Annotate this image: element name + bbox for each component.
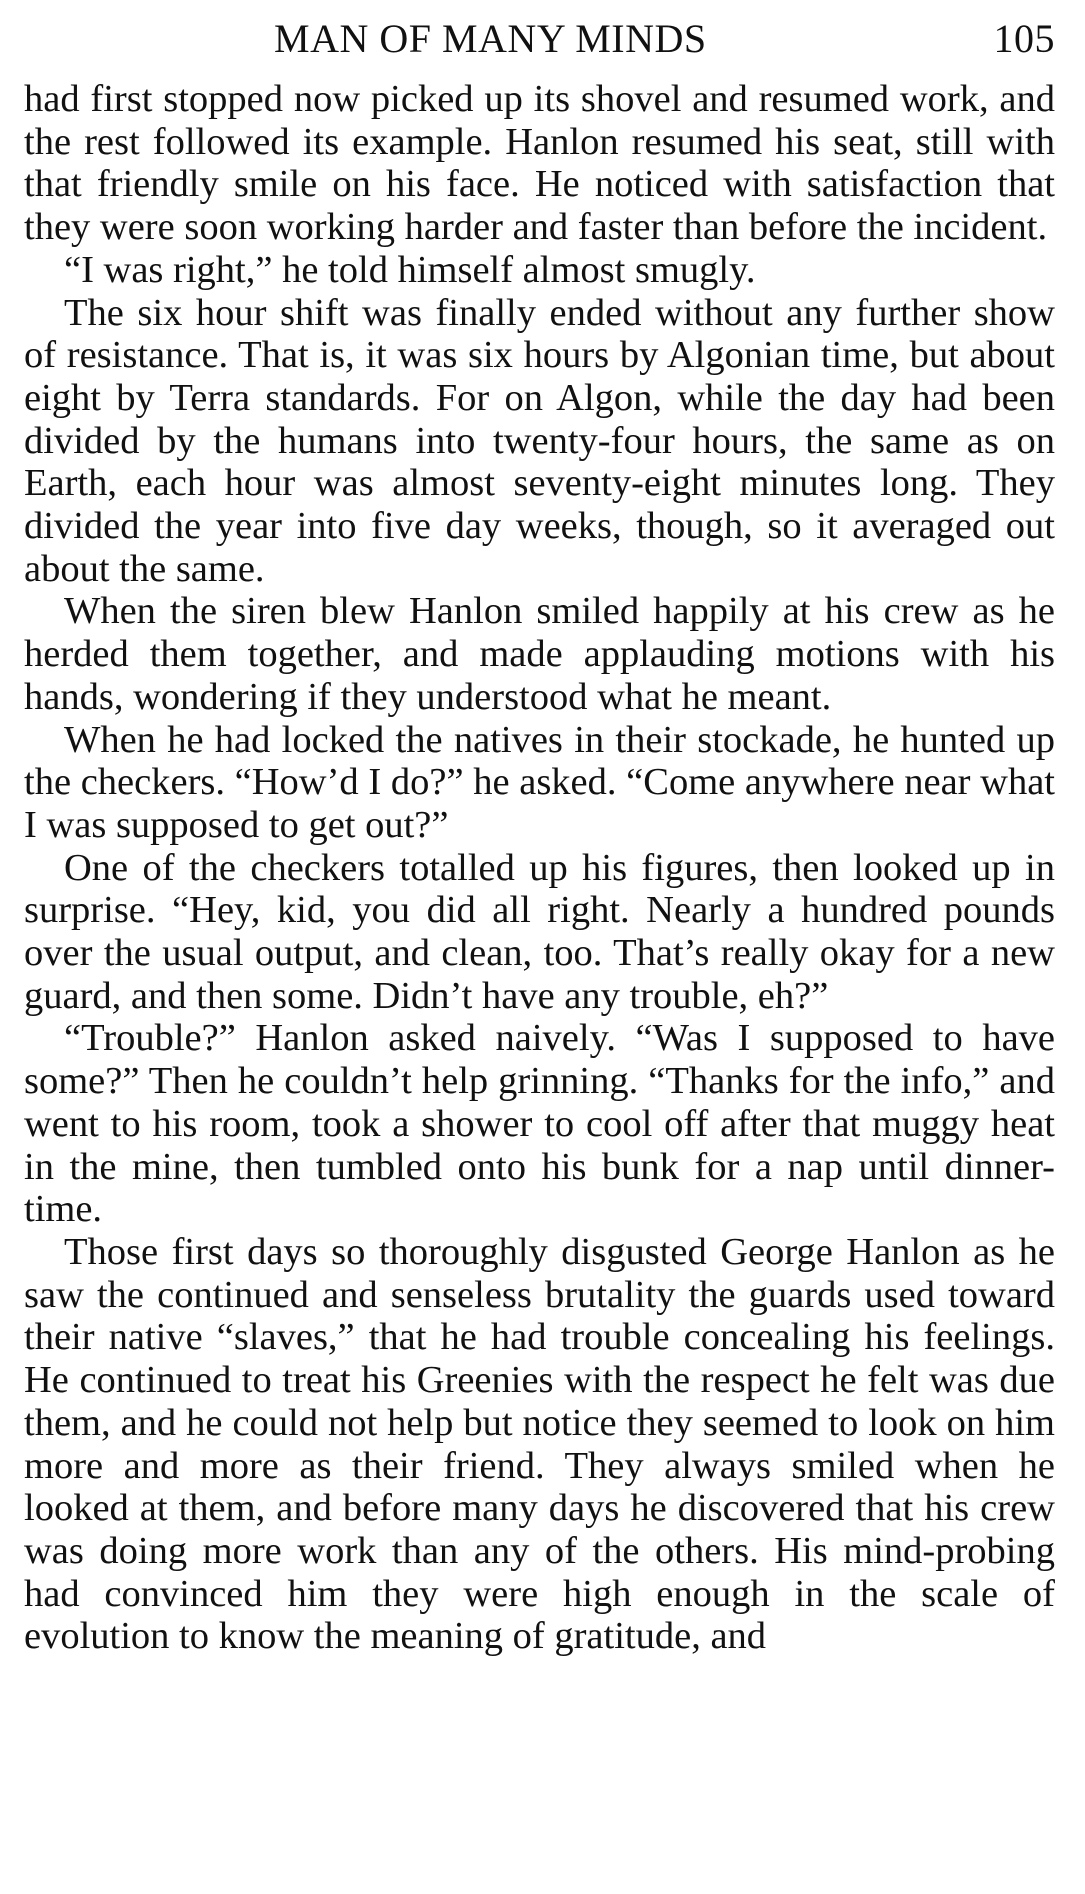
running-head [24,14,1055,64]
running-title: MAN OF MANY MINDS [274,16,707,61]
paragraph-continuation: had first stopped now picked up its shovel and resumed work, and the rest followed its example. Hanlon resumed his seat, still with that friendly smile on his face. He noticed with satisfaction that they were soon working harder and faster than before the incident. [24,78,1055,249]
body-text [24,78,1055,1658]
paragraph: “Trouble?” Hanlon asked naively. “Was I supposed to have some?” Then he couldn’t help grinning. “Thanks for the info,” and went to his room, took a shower to cool off after that muggy heat in the mine, then tumbled onto his bunk for a nap until dinner-time. [24,1017,1055,1231]
page-number: 105 [993,16,1055,61]
paragraph: When the siren blew Hanlon smiled happily at his crew as he herded them together, and made applauding motions with his hands, wondering if they understood what he meant. [24,590,1055,718]
paragraph: “I was right,” he told himself almost smugly. [64,248,756,291]
paragraph: Those first days so thoroughly disgusted George Hanlon as he saw the continued and senseless brutality the guards used toward their native “slaves,” that he had trouble concealing his feelings. He continued to treat his Greenies with the respect he felt was due them, and he could not help but notice they seemed to look on him more and more as their friend. They always smiled when he looked at them, and before many days he discovered that his crew was doing more work than any of the others. His mind-probing had convinced him they were high enough in the scale of evolution to know the meaning of gratitude, and [24,1230,1055,1658]
paragraph: The six hour shift was finally ended without any further show of resistance. That is, it was six hours by Algonian time, but about eight by Terra standards. For on Algon, while the day had been divided by the humans into twenty-four hours, the same as on Earth, each hour was almost seventy-eight minutes long. They divided the year into five day weeks, though, so it averaged out about the same. [24,291,1055,590]
paragraph: When he had locked the natives in their stockade, he hunted up the checkers. “How’d I do?” he asked. “Come anywhere near what I was supposed to get out?” [24,718,1055,846]
paragraph: One of the checkers totalled up his figures, then looked up in surprise. “Hey, kid, you did all right. Nearly a hundred pounds over the usual output, and clean, too. That’s really okay for a new guard, and then some. Didn’t have any trouble, eh?” [24,846,1055,1017]
